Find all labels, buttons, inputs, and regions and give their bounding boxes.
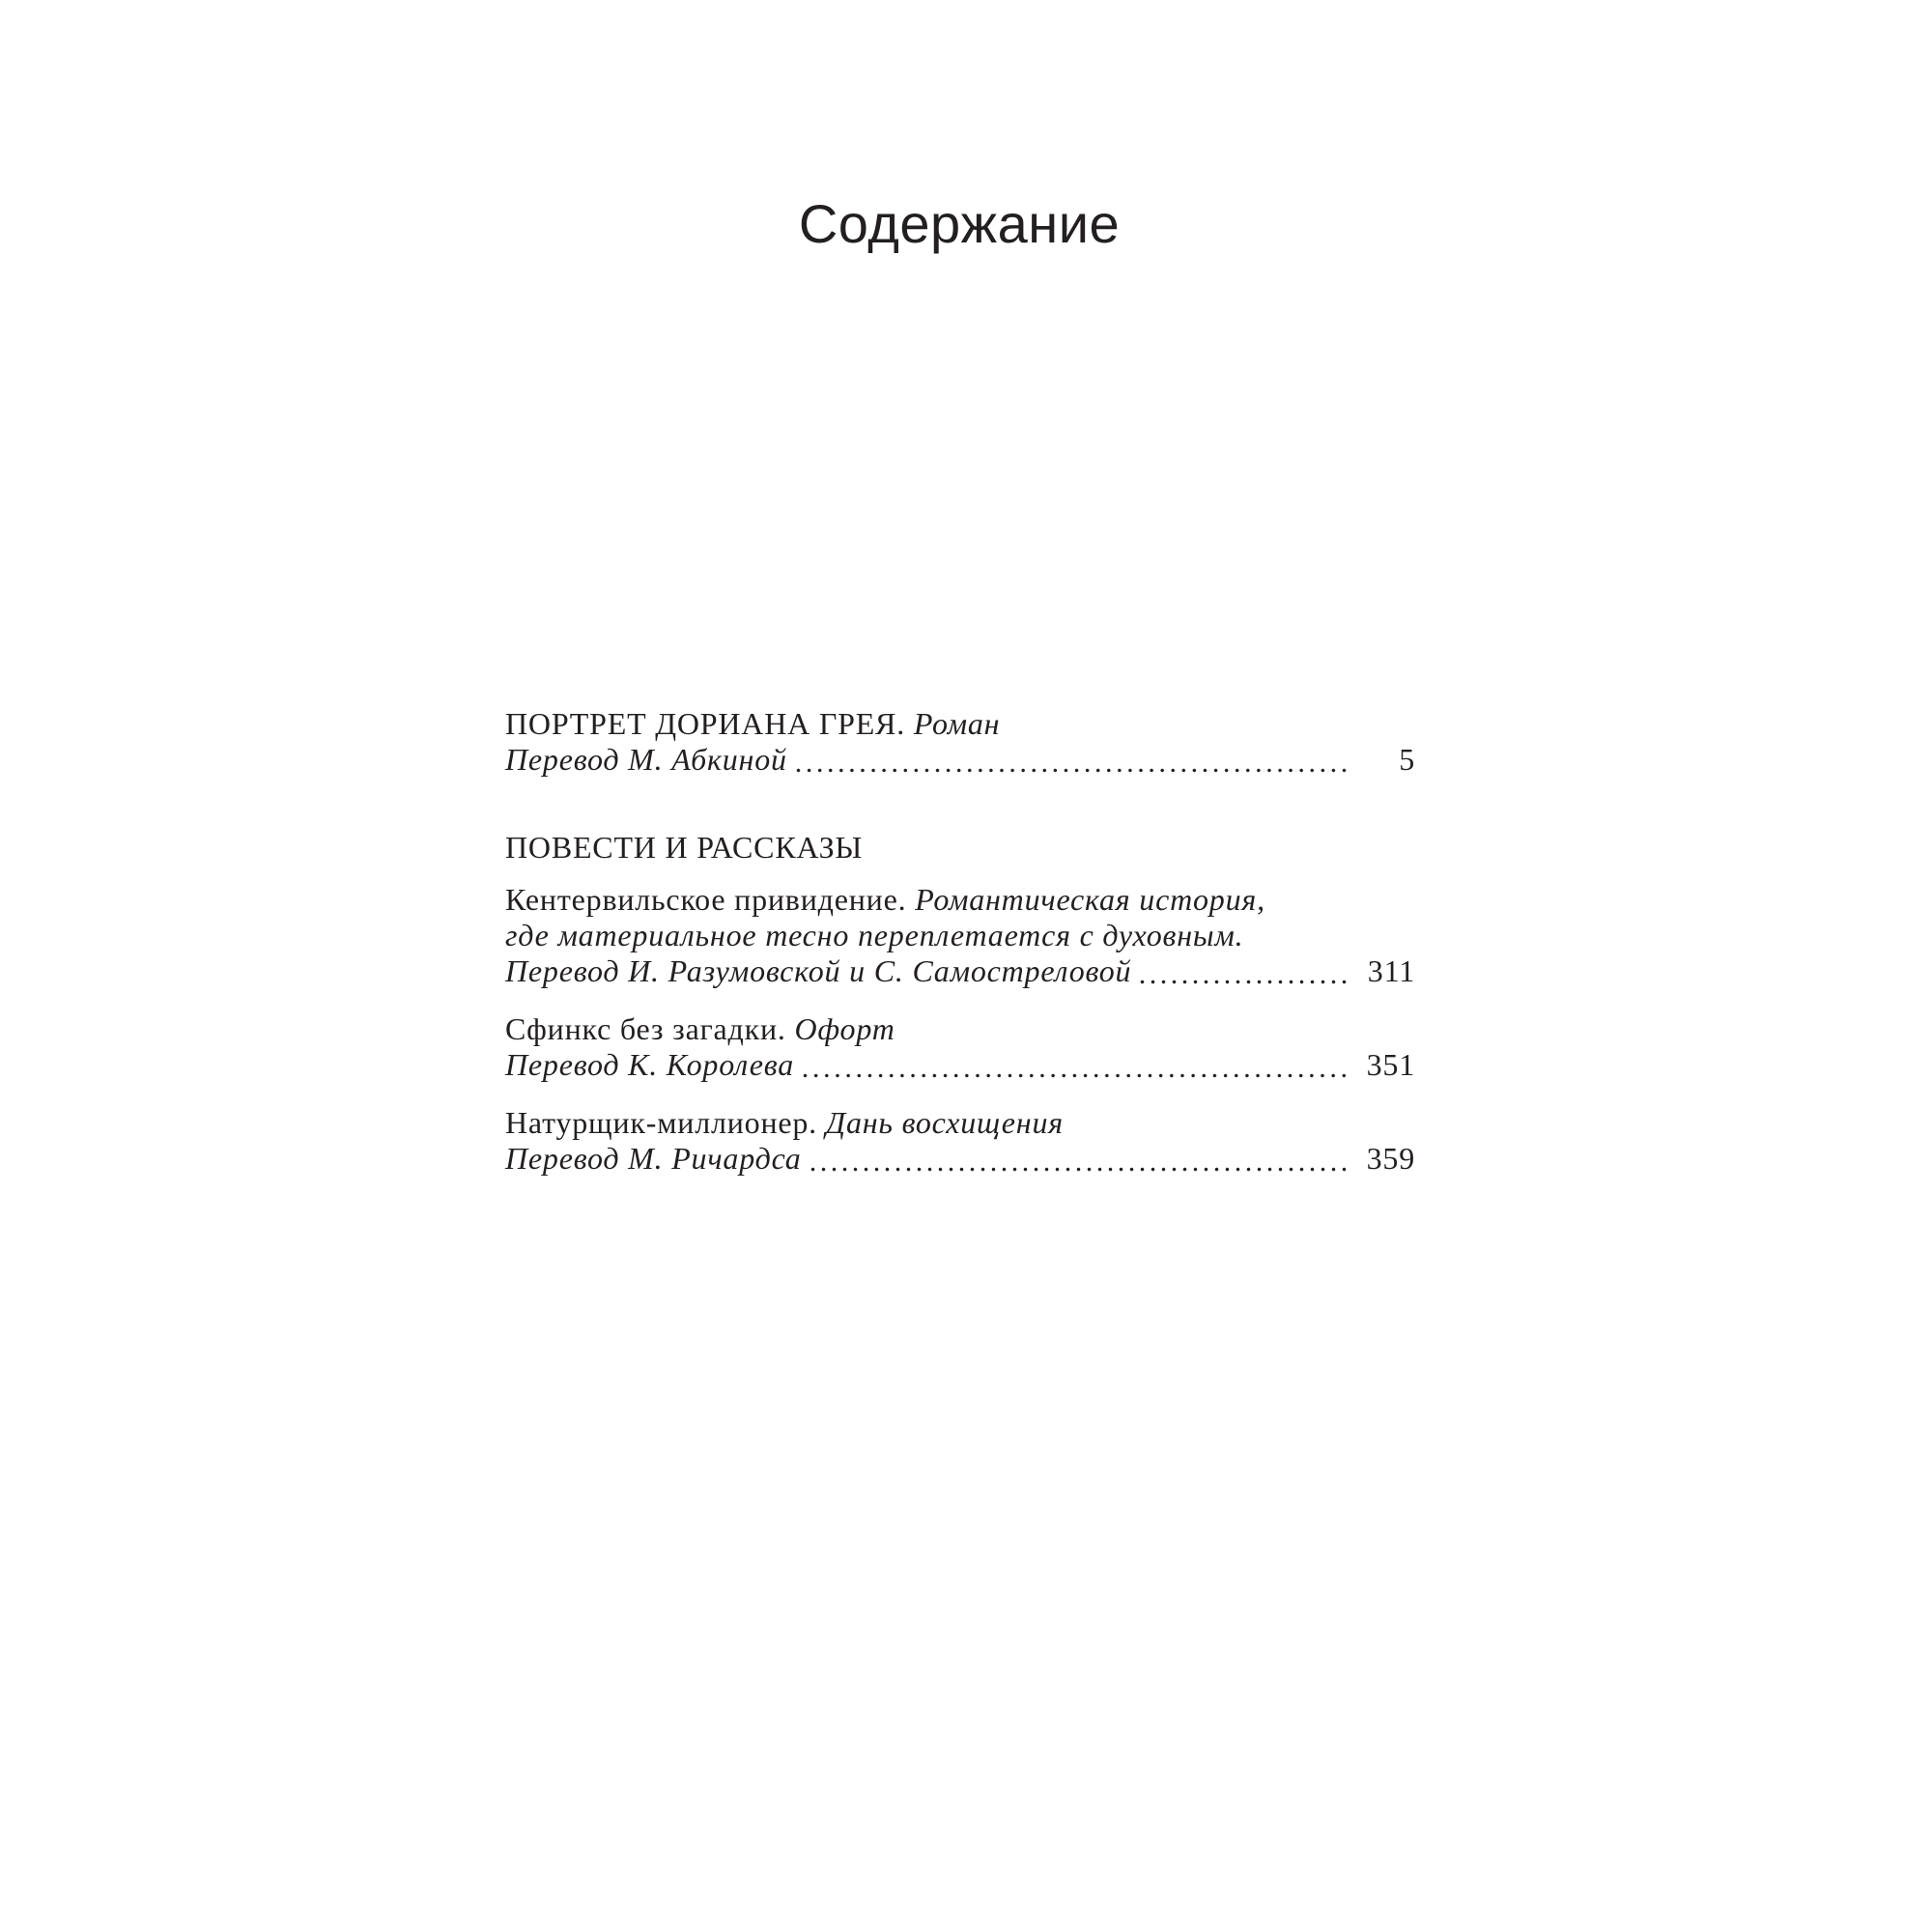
entry-subtitle: Офорт [794, 1011, 895, 1046]
entry-title: Кентервильское привидение. [505, 882, 907, 917]
entry-translator-line [505, 953, 1415, 989]
entry-translator: Перевод М. Ричардса [505, 1141, 802, 1176]
entry-translator: Перевод К. Королева [505, 1047, 795, 1082]
entry-page-number: 359 [1366, 1141, 1415, 1176]
entry-translator-line [505, 1047, 1415, 1083]
section-heading: ПОВЕСТИ И РАССКАЗЫ [505, 830, 864, 865]
entry-title-line [505, 706, 1415, 742]
entry-page-number: 351 [1366, 1047, 1415, 1082]
dot-leader [808, 1141, 1350, 1177]
toc-entry-story [505, 882, 1415, 989]
entry-genre: Роман [913, 706, 1001, 741]
entry-title-line [505, 1011, 1415, 1047]
entry-subtitle-continued: где материальное тесно переплетается с духовным. [505, 918, 1244, 952]
table-of-contents [505, 706, 1415, 1177]
entry-title-line [505, 882, 1415, 918]
dot-leader [800, 1047, 1350, 1083]
entry-page-number: 311 [1367, 953, 1415, 988]
entry-title: Сфинкс без загадки. [505, 1011, 786, 1046]
entry-translator: Перевод И. Разумовской и С. Самостреловой [505, 953, 1132, 988]
dot-leader [793, 742, 1350, 778]
entry-translator: Перевод М. Абкиной [505, 742, 787, 777]
entry-title: Натурщик-миллионер. [505, 1105, 817, 1140]
entry-translator-line [505, 1141, 1415, 1177]
entry-subtitle: Романтическая история, [915, 882, 1265, 917]
dot-leader [1137, 953, 1350, 989]
toc-entry-story [505, 1105, 1415, 1177]
entry-title: ПОРТРЕТ ДОРИАНА ГРЕЯ. [505, 706, 906, 741]
entry-subtitle-line [505, 918, 1415, 953]
toc-entry-story [505, 1011, 1415, 1083]
entry-translator-line [505, 742, 1415, 778]
entry-title-line [505, 1105, 1415, 1141]
toc-entry-novel [505, 706, 1415, 778]
page-title: Содержание [798, 193, 1121, 254]
entry-page-number: 5 [1399, 742, 1415, 777]
entry-subtitle: Дань восхищения [825, 1105, 1064, 1140]
